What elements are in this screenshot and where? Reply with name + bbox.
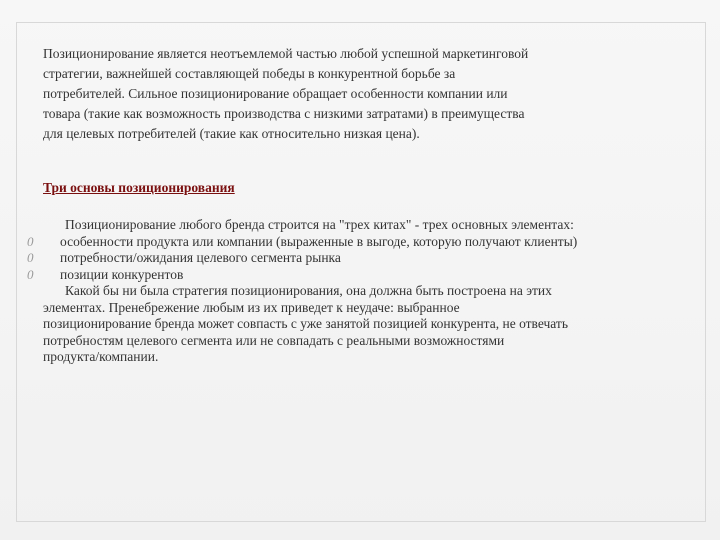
list-item xyxy=(27,233,703,251)
closing-line: элементах. Пренебрежение любым из их приведет к неудаче: выбранное xyxy=(43,299,460,315)
intro-line: товара (такие как возможность производства с низкими затратами) в преимущества xyxy=(43,106,525,121)
list-item-text: позиции конкурентов xyxy=(60,266,184,282)
intro-line: потребителей. Сильное позиционирование обращает особенности компании или xyxy=(43,86,508,101)
closing-line: потребностям целевого сегмента или не совпадать с реальными возможностями xyxy=(43,332,505,348)
list-item xyxy=(27,250,703,267)
intro-line: стратегии, важнейшей составляющей победы в конкурентной борьбе за xyxy=(43,66,456,81)
list-item xyxy=(27,266,703,284)
bullet-marker: 0 xyxy=(27,233,34,249)
foundations-block xyxy=(27,217,703,366)
intro-line: для целевых потребителей (такие как относительно низкая цена). xyxy=(43,126,420,141)
bullet-marker: 0 xyxy=(27,266,34,282)
section-heading: Три основы позиционирования xyxy=(43,180,235,195)
closing-line: продукта/компании. xyxy=(43,349,159,364)
bullet-marker: 0 xyxy=(27,250,34,265)
list-item-text: особенности продукта или компании (выраженные в выгоде, которую получают клиенты) xyxy=(60,233,578,249)
intro-line: Позиционирование является неотъемлемой частью любой успешной маркетинговой xyxy=(43,46,529,61)
lead-sentence: Позиционирование любого бренда строится на "трех китах" - трех основных элементах: xyxy=(65,217,574,232)
list-item-text: потребности/ожидания целевого сегмента рынка xyxy=(60,250,341,265)
closing-line: позиционирование бренда может совпасть с уже занятой позицией конкурента, не отвечать xyxy=(43,316,568,331)
closing-line: Какой бы ни была стратегия позиционирования, она должна быть построена на этих xyxy=(65,283,552,298)
intro-paragraph xyxy=(43,44,643,144)
